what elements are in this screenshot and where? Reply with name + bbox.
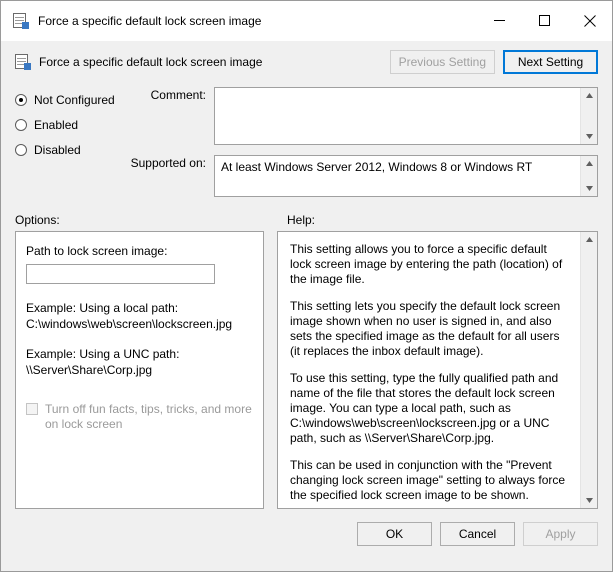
fields-column: [123, 87, 598, 207]
window-controls: [477, 1, 612, 41]
example-unc-path: [26, 346, 253, 378]
path-input[interactable]: [26, 264, 215, 284]
scroll-down-icon[interactable]: [581, 181, 597, 196]
supported-on-field-row: [123, 155, 598, 197]
example-local-path-line2: C:\windows\web\screen\lockscreen.jpg: [26, 317, 233, 331]
help-paragraph: To use this setting, type the fully qualified path and name of the file that stores the default lock screen image. You can type a local path, such as C:\windows\web\screen\lockscreen.jpg or a UNC path, such as \\Server\Share\Corp.jpg.: [290, 371, 559, 445]
supported-on-scroll-track[interactable]: [581, 171, 597, 181]
close-icon[interactable]: [567, 1, 612, 41]
cancel-button[interactable]: Cancel: [440, 522, 515, 546]
radio-not-configured-indicator: [15, 94, 27, 106]
supported-on-scrollbar[interactable]: [580, 156, 597, 196]
maximize-icon[interactable]: [522, 1, 567, 41]
policy-document-icon: [13, 13, 29, 29]
supported-on-label: Supported on:: [130, 156, 206, 170]
example-local-path-line1: Example: Using a local path:: [26, 301, 179, 315]
title-bar: [1, 1, 612, 41]
radio-enabled-label: Enabled: [34, 118, 79, 132]
comment-value: [215, 88, 580, 144]
minimize-icon[interactable]: [477, 1, 522, 41]
apply-button[interactable]: Apply: [523, 522, 598, 546]
comment-scrollbar[interactable]: [580, 88, 597, 144]
main-panes: [1, 231, 612, 509]
options-label: Options:: [15, 213, 60, 227]
example-unc-path-line2: \\Server\Share\Corp.jpg: [26, 363, 153, 377]
comment-field-row: [123, 87, 598, 145]
options-pane: [15, 231, 264, 509]
turn-off-fun-facts-checkbox-indicator: [26, 403, 38, 415]
supported-on-value: At least Windows Server 2012, Windows 8 or Windows RT: [221, 160, 533, 174]
navigation-buttons: [390, 50, 598, 74]
comment-textarea[interactable]: [214, 87, 598, 145]
setting-title: Force a specific default lock screen image: [39, 55, 263, 69]
help-text: [278, 232, 580, 508]
policy-document-icon-small: [15, 54, 31, 70]
previous-setting-button[interactable]: Previous Setting: [390, 50, 495, 74]
state-radio-group: [15, 87, 123, 207]
radio-disabled-label: Disabled: [34, 143, 81, 157]
help-scroll-track[interactable]: [581, 247, 597, 493]
radio-enabled-indicator: [15, 119, 27, 131]
help-label: Help:: [287, 213, 316, 227]
help-scrollbar[interactable]: [580, 232, 597, 508]
help-paragraph: This setting lets you specify the default lock screen image shown when no user is signed in, and also sets the specified image as the default for all users (it replaces the inbox default image).: [290, 299, 561, 358]
scroll-up-icon[interactable]: [581, 88, 597, 103]
next-setting-button[interactable]: Next Setting: [503, 50, 598, 74]
state-and-comment-pane: [1, 77, 612, 207]
example-unc-path-line1: Example: Using a UNC path:: [26, 347, 180, 361]
ok-button[interactable]: OK: [357, 522, 432, 546]
radio-disabled[interactable]: [15, 143, 123, 157]
scroll-down-icon[interactable]: [581, 129, 597, 144]
scroll-down-icon[interactable]: [581, 493, 597, 508]
turn-off-fun-facts-checkbox[interactable]: [26, 402, 253, 432]
help-paragraph: This can be used in conjunction with the "Prevent changing lock screen image" setting to always force the specified lock screen image to be shown.: [290, 458, 566, 502]
window-title: Force a specific default lock screen image: [38, 13, 262, 28]
pane-labels: [1, 207, 612, 231]
turn-off-fun-facts-label: Turn off fun facts, tips, tricks, and more on lock screen: [45, 402, 252, 431]
radio-enabled[interactable]: [15, 118, 123, 132]
scroll-up-icon[interactable]: [581, 156, 597, 171]
setting-header: [1, 41, 612, 77]
dialog-footer: [1, 509, 612, 546]
path-input-label: Path to lock screen image:: [26, 244, 168, 258]
help-pane: [277, 231, 598, 509]
supported-on-textarea[interactable]: [214, 155, 598, 197]
comment-label: Comment:: [150, 88, 206, 102]
radio-disabled-indicator: [15, 144, 27, 156]
comment-scroll-track[interactable]: [581, 103, 597, 129]
example-local-path: [26, 300, 253, 332]
scroll-up-icon[interactable]: [581, 232, 597, 247]
help-paragraph: This setting allows you to force a specific default lock screen image by entering the path (location) of the image file.: [290, 242, 563, 286]
radio-not-configured-label: Not Configured: [34, 93, 115, 107]
radio-not-configured[interactable]: [15, 93, 123, 107]
